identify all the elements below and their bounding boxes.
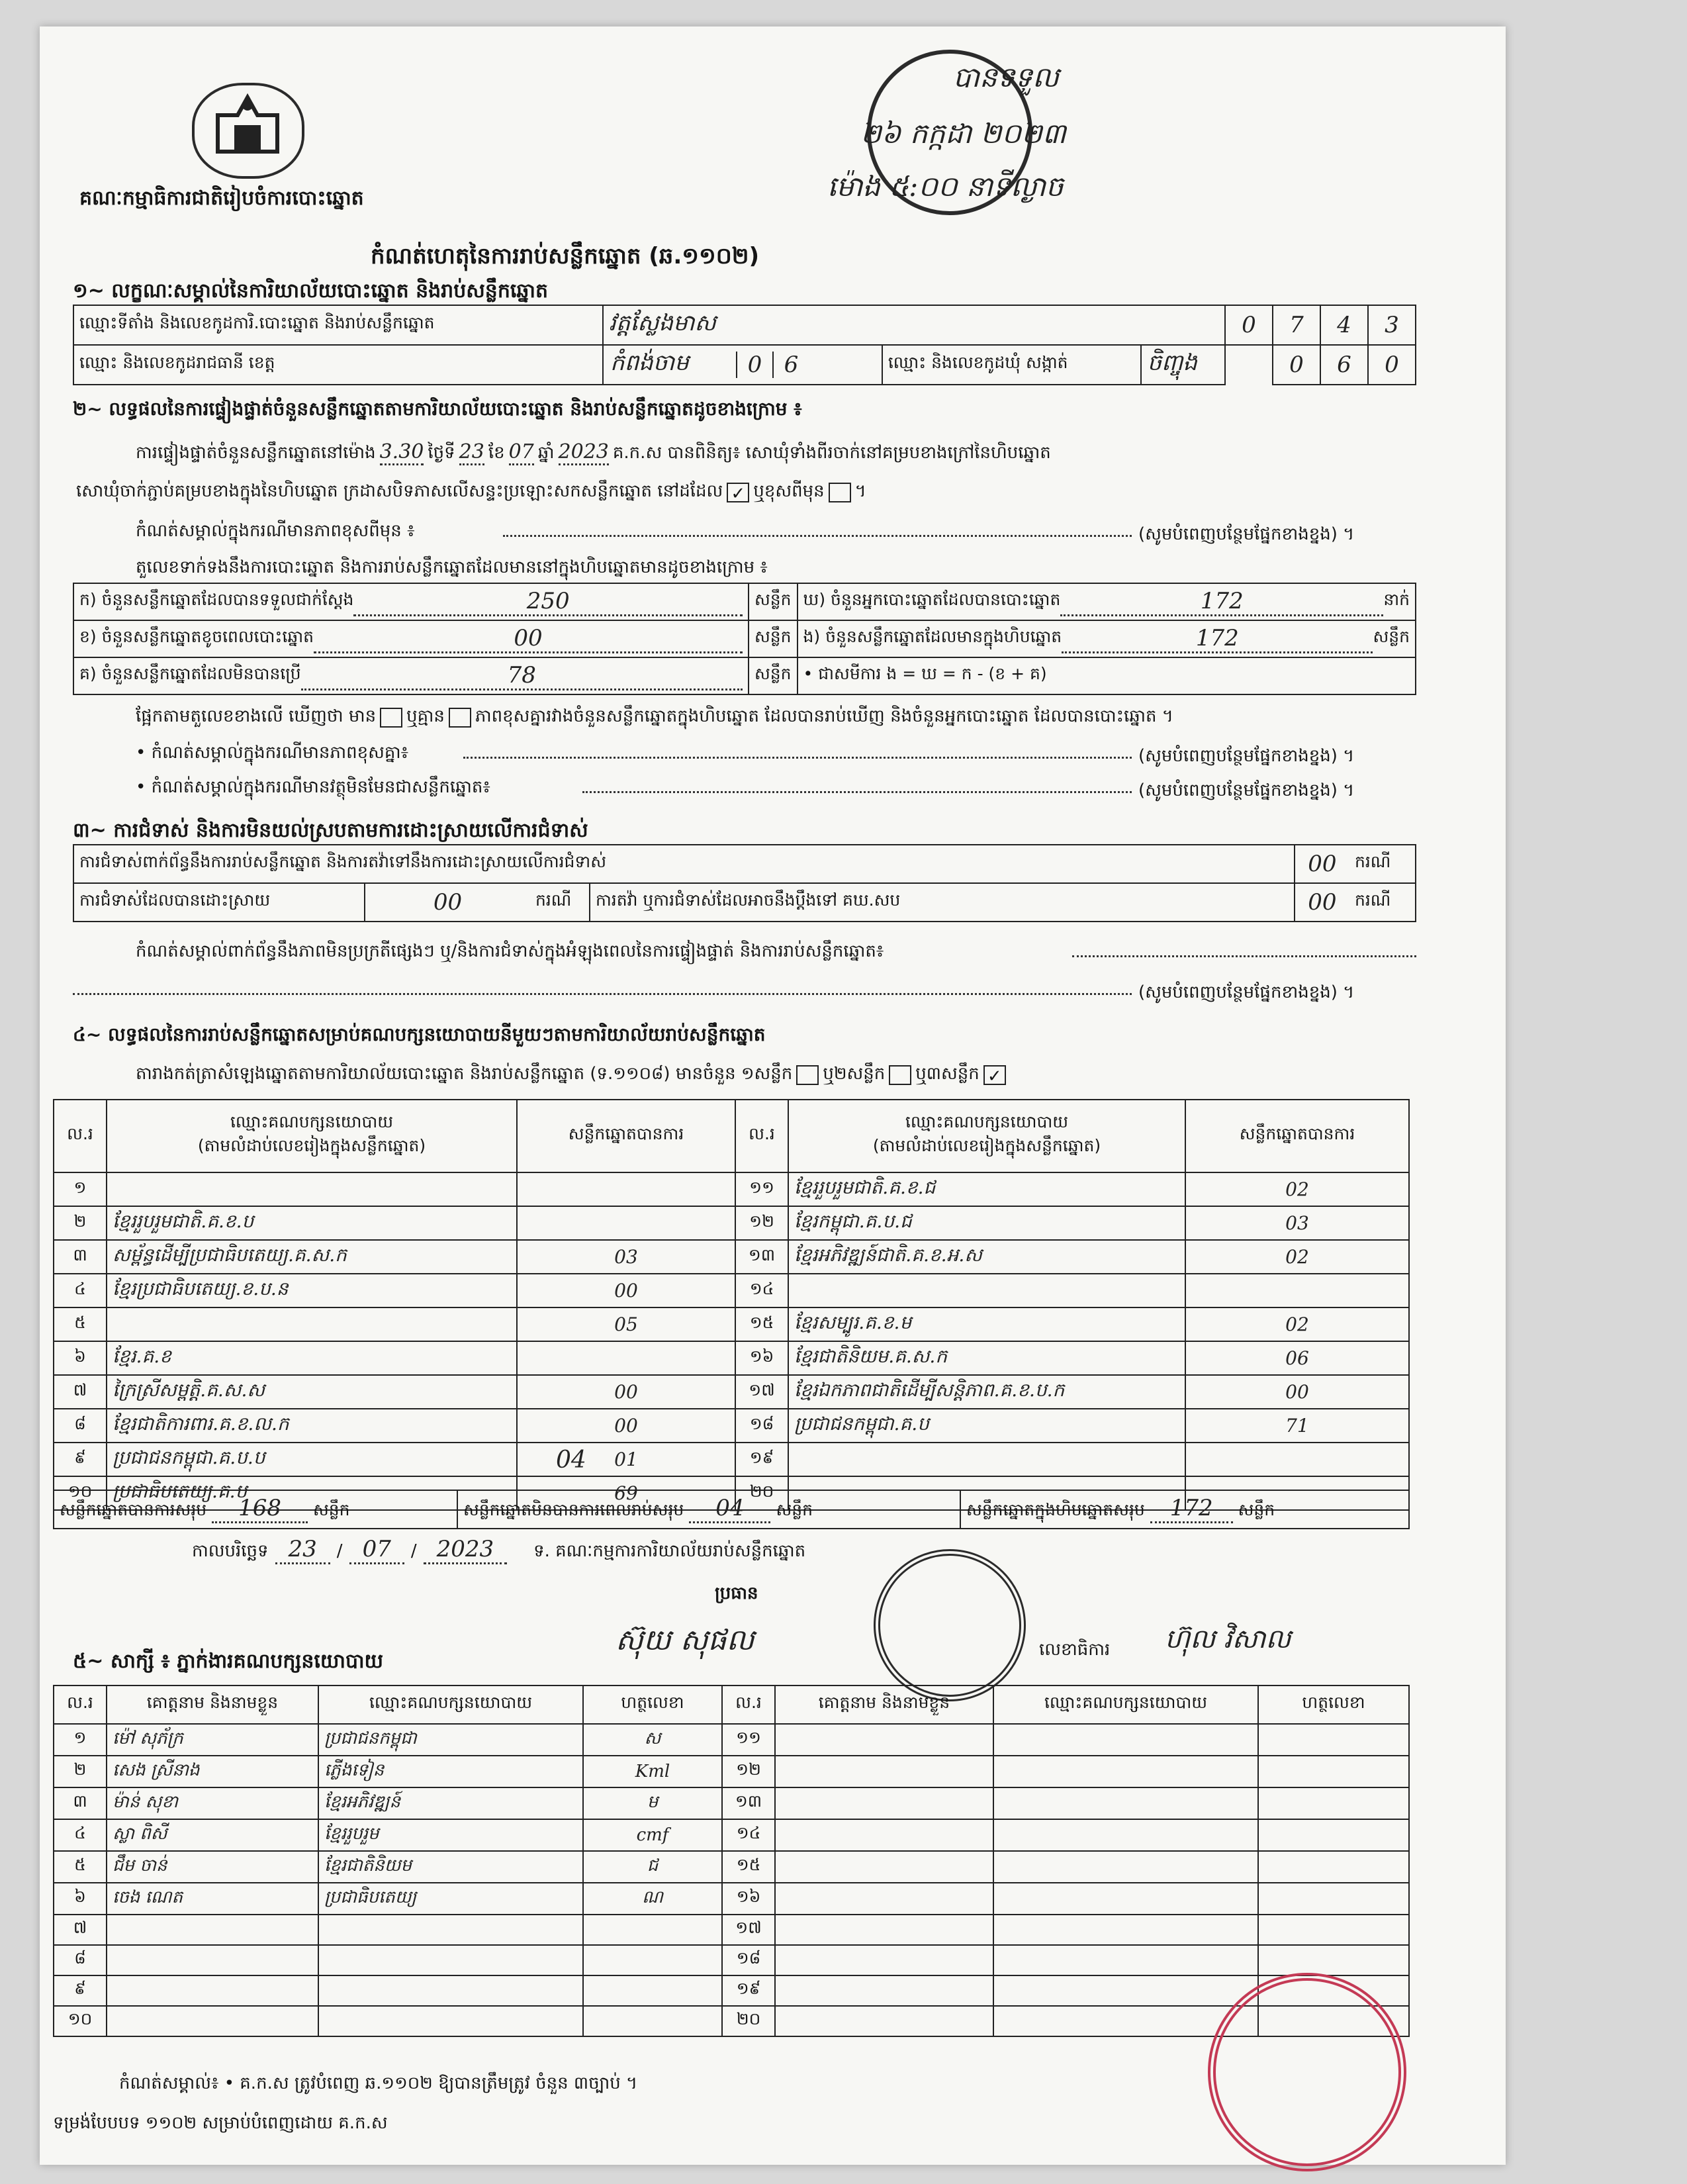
witness-sign bbox=[1258, 1787, 1409, 1819]
result-votes: 02 bbox=[1185, 1172, 1409, 1206]
count-table bbox=[73, 583, 1416, 695]
witness-party: ខ្មែរអភិវឌ្ឍន៍ bbox=[318, 1787, 583, 1819]
verify-year: 2023 bbox=[559, 440, 609, 465]
objection-value: 00 bbox=[1295, 845, 1349, 883]
commune-code-3: 0 bbox=[1368, 345, 1416, 385]
result-party bbox=[107, 1172, 517, 1206]
date-month: 07 bbox=[349, 1536, 404, 1564]
col-no-left: ល.រ bbox=[54, 1100, 107, 1172]
witness-no: ១៥ bbox=[722, 1851, 775, 1883]
result-votes: 02 bbox=[1185, 1240, 1409, 1274]
received-ballots-unit: សន្លឹក bbox=[749, 583, 798, 620]
w-col-party-left: ឈ្មោះគណបក្សនយោបាយ bbox=[318, 1685, 583, 1724]
province-code-1: 0 bbox=[736, 352, 772, 378]
witness-name: ម៉ាន់ សុខា bbox=[107, 1787, 318, 1819]
left-extra-vote: 04 bbox=[556, 1447, 586, 1474]
col-no-right: ល.រ bbox=[735, 1100, 788, 1172]
witness-no: ១៧ bbox=[722, 1915, 775, 1945]
note-diff-line bbox=[503, 535, 1132, 537]
witness-name bbox=[775, 1756, 993, 1787]
one-sheet-checkbox[interactable] bbox=[796, 1065, 819, 1085]
voters-label: ឃ) ចំនួនអ្នកបោះឆ្នោតដែលបានបោះឆ្នោត bbox=[803, 590, 1061, 609]
witness-party: ខ្មែររួបរួម bbox=[318, 1819, 583, 1851]
witness-sign bbox=[583, 1975, 722, 2006]
w-col-no-right: ល.រ bbox=[722, 1685, 775, 1724]
results-table bbox=[53, 1099, 1410, 1511]
received-ballots-label: ក) ចំនួនសន្លឹកឆ្នោតដែលបានទទួលជាក់ស្តែង bbox=[79, 590, 354, 609]
note-diff3: • កំណត់សម្គាល់ក្នុងករណីមានវត្ថុមិនមែនជាសន្លឹកឆ្នោត៖ bbox=[136, 777, 490, 797]
witness-no: ១១ bbox=[722, 1724, 775, 1756]
result-party: ខ្មែររួបរួមជាតិ.គ.ខ.ប bbox=[107, 1206, 517, 1240]
col-votes-left: សន្លឹកឆ្នោតបានការ bbox=[517, 1100, 735, 1172]
result-votes: 00 bbox=[517, 1409, 735, 1443]
result-no: ១១ bbox=[735, 1172, 788, 1206]
results-row bbox=[54, 1240, 1409, 1274]
received-stamp-label: បានទទួល bbox=[953, 61, 1059, 93]
received-stamp-date: ២៦ កក្កដា ២០២៣ bbox=[860, 117, 1066, 150]
received-ballots-value: 250 bbox=[353, 588, 743, 616]
witness-sign bbox=[1258, 1945, 1409, 1975]
results-row bbox=[54, 1172, 1409, 1206]
result-votes: 03 bbox=[517, 1240, 735, 1274]
result-votes bbox=[1185, 1274, 1409, 1307]
result-no: ៣ bbox=[54, 1240, 107, 1274]
witness-no: ១៩ bbox=[722, 1975, 775, 2006]
witness-no: ៩ bbox=[54, 1975, 107, 2006]
station-value: វត្តស្លែងមាស bbox=[603, 305, 1225, 345]
witness-name bbox=[775, 1883, 993, 1915]
w-col-no-left: ល.រ bbox=[54, 1685, 107, 1724]
result-party: ខ្មែរឯកភាពជាតិដើម្បីសន្តិភាព.គ.ខ.ប.ក bbox=[788, 1375, 1185, 1409]
witness-no: ១៤ bbox=[722, 1819, 775, 1851]
note-diff2: • កំណត់សម្គាល់ក្នុងករណីមានភាពខុសគ្នា៖ bbox=[136, 743, 409, 763]
witness-name bbox=[775, 2006, 993, 2036]
w-col-party-right: ឈ្មោះគណបក្សនយោបាយ bbox=[993, 1685, 1258, 1724]
totals-table: សន្លឹកឆ្នោតបានការសរុប 168 សន្លឹក សន្លឹកឆ្នោតមិនបានការពេលរាប់សរុប 04 សន្លឹក សន្លឹកឆ្នោតក្នុងហិបឆ្នោតសរុប 172 សន្លឹក bbox=[53, 1490, 1410, 1529]
appeal-unit: ករណី bbox=[1349, 883, 1416, 922]
witness-row bbox=[54, 1724, 1409, 1756]
section3-note: កំណត់សម្គាល់ពាក់ព័ន្ធនឹងភាពមិនប្រក្រតីផ្សេងៗ ឬ/និងការជំទាស់ក្នុងអំឡុងពេលនៃការផ្ទៀងផ្ទាត់ និងការរាប់សន្លឹកឆ្នោត៖ bbox=[136, 941, 884, 961]
note-diff-fill-more: (សូមបំពេញបន្ថែមផ្នែកខាងខ្នង) ។ bbox=[1138, 524, 1355, 544]
results-row bbox=[54, 1443, 1409, 1476]
note-diff3-fill-more: (សូមបំពេញបន្ថែមផ្នែកខាងខ្នង) ។ bbox=[1138, 781, 1355, 800]
result-votes bbox=[1185, 1443, 1409, 1476]
witness-row bbox=[54, 1787, 1409, 1819]
province-code-2: 6 bbox=[772, 352, 809, 378]
result-party: សម្ព័ន្ធដើម្បីប្រជាធិបតេយ្យ.គ.ស.ក bbox=[107, 1240, 517, 1274]
result-no: ២ bbox=[54, 1206, 107, 1240]
commune-value: ចិញ្ចុង bbox=[1141, 345, 1225, 385]
red-seal bbox=[1208, 1973, 1406, 2171]
witness-sign bbox=[583, 1945, 722, 1975]
footer-note: កំណត់សម្គាល់៖ • គ.ក.ស ត្រូវបំពេញ ឆ.១១០២ ឱ្យបានត្រឹមត្រូវ ចំនួន ៣ច្បាប់ ។ bbox=[119, 2073, 638, 2093]
witness-no: ១៣ bbox=[722, 1787, 775, 1819]
results-row bbox=[54, 1307, 1409, 1341]
result-party: ប្រជាជនកម្ពុជា.គ.ប.ប bbox=[107, 1443, 517, 1476]
has-diff-checkbox[interactable] bbox=[380, 708, 402, 728]
verify-line1: ការផ្ទៀងផ្ទាត់ចំនួនសន្លឹកឆ្នោតនៅម៉ោង 3.30 ថ្ងៃទី 23 ខែ 07 ឆ្នាំ 2023 គ.ក.ស បានពិនិត្យ៖ សោឃុំទាំងពីរចាក់នៅគម្របខាងក្រៅនៃហិបឆ្នោត bbox=[136, 440, 1051, 467]
witness-party bbox=[993, 1975, 1258, 2006]
witness-party: ប្រជាជនកម្ពុជា bbox=[318, 1724, 583, 1756]
note-diff: កំណត់សម្គាល់ក្នុងករណីមានភាពខុសពីមុន ៖ bbox=[136, 521, 415, 541]
total-box-label: សន្លឹកឆ្នោតក្នុងហិបឆ្នោតសរុប bbox=[966, 1500, 1145, 1519]
result-no: ១៤ bbox=[735, 1274, 788, 1307]
result-no: ៩ bbox=[54, 1443, 107, 1476]
witness-row bbox=[54, 1975, 1409, 2006]
page-title: កំណត់ហេតុនៃការរាប់សន្លឹកឆ្នោត (ឆ.១១០២) bbox=[371, 243, 760, 269]
witness-party: ភ្លើងទៀន bbox=[318, 1756, 583, 1787]
total-valid-label: សន្លឹកឆ្នោតបានការសរុប bbox=[60, 1500, 207, 1519]
col-party-right: ឈ្មោះគណបក្សនយោបាយ (តាមលំដាប់លេខរៀងក្នុងសន្លឹកឆ្នោត) bbox=[788, 1100, 1185, 1172]
spoiled-ballots-value: 00 bbox=[314, 625, 743, 653]
witness-party bbox=[318, 1945, 583, 1975]
witness-no: ១៦ bbox=[722, 1883, 775, 1915]
result-no: ១៦ bbox=[735, 1341, 788, 1375]
resolved-value: 00 bbox=[365, 883, 530, 922]
witness-name bbox=[775, 1945, 993, 1975]
result-party: ខ្មែរសម្បូរ.គ.ខ.ម bbox=[788, 1307, 1185, 1341]
note-diff2-fill-more: (សូមបំពេញបន្ថែមផ្នែកខាងខ្នង) ។ bbox=[1138, 746, 1355, 766]
result-votes: 01 bbox=[517, 1443, 735, 1476]
result-votes bbox=[517, 1341, 735, 1375]
result-no: ១៣ bbox=[735, 1240, 788, 1274]
witness-party bbox=[993, 1851, 1258, 1883]
compare-line: ផ្អែកតាមតួលេខខាងលើ ឃើញថា មាន ឬគ្មាន ភាពខុសគ្នារវាងចំនួនសន្លឹកឆ្នោតក្នុងហិបឆ្នោត ដែលបានរាប់ឃើញ និងចំនួនអ្នកបោះឆ្នោត ដែលបានបោះឆ្នោត ។ bbox=[136, 706, 1173, 726]
result-votes: 03 bbox=[1185, 1206, 1409, 1240]
result-party: ក្រៃស្រីសម្ពត្តិ.គ.ស.ស bbox=[107, 1375, 517, 1409]
witness-party bbox=[318, 1915, 583, 1945]
verify-line2: សោឃុំចាក់ភ្ជាប់គម្របខាងក្នុងនៃហិបឆ្នោត ក្រដាសបិទភាសលើសន្ទះប្រឡោះសកសន្លឹកឆ្នោត នៅដដែល ✓ ឬខុសពីមុន ។ bbox=[76, 481, 866, 504]
committee-label: ទ. គណៈកម្មការការិយាល័យរាប់សន្លឹកឆ្នោត bbox=[533, 1541, 806, 1561]
org-name: គណៈកម្មាធិការជាតិរៀបចំការបោះឆ្នោត bbox=[79, 187, 364, 210]
witness-no: ៥ bbox=[54, 1851, 107, 1883]
witness-no: ២០ bbox=[722, 2006, 775, 2036]
two-sheet-checkbox[interactable] bbox=[889, 1065, 911, 1085]
objection-unit: ករណី bbox=[1349, 845, 1416, 883]
results-row bbox=[54, 1206, 1409, 1240]
witness-sign bbox=[1258, 1883, 1409, 1915]
section4-title: ៤~ លទ្ធផលនៃការរាប់សន្លឹកឆ្នោតសម្រាប់គណបក្សនយោបាយនីមួយៗតាមការិយាល័យរាប់សន្លឹកឆ្នោត bbox=[73, 1023, 766, 1045]
three-sheet-checkbox[interactable]: ✓ bbox=[983, 1065, 1006, 1085]
result-votes: 00 bbox=[517, 1274, 735, 1307]
nec-logo bbox=[192, 83, 304, 179]
result-no: ២០ bbox=[735, 1476, 788, 1510]
w-col-sign-right: ហត្ថលេខា bbox=[1258, 1685, 1409, 1724]
witness-no: ៧ bbox=[54, 1915, 107, 1945]
result-party: ខ្មែរអភិវឌ្ឍន៍ជាតិ.គ.ខ.អ.ស bbox=[788, 1240, 1185, 1274]
result-party: ខ្មែររួបរួមជាតិ.គ.ខ.ជ bbox=[788, 1172, 1185, 1206]
witness-name bbox=[107, 1975, 318, 2006]
witness-row bbox=[54, 1883, 1409, 1915]
witness-no: ៤ bbox=[54, 1819, 107, 1851]
result-no: ៤ bbox=[54, 1274, 107, 1307]
witness-row bbox=[54, 1756, 1409, 1787]
result-party: ខ្មែរកម្ពុជា.គ.ប.ជ bbox=[788, 1206, 1185, 1240]
result-no: ៥ bbox=[54, 1307, 107, 1341]
witness-name bbox=[775, 1787, 993, 1819]
chair-label: ប្រធាន bbox=[715, 1584, 758, 1603]
witness-name: ជឹម ចាន់ bbox=[107, 1851, 318, 1883]
result-no: ៨ bbox=[54, 1409, 107, 1443]
received-stamp-time: ម៉ោង ៥:០០ នាទីល្ងាច bbox=[827, 170, 1064, 203]
station-code-4: 3 bbox=[1368, 305, 1416, 345]
appeal-label: ការតវ៉ា ឬការជំទាស់ដែលអាចនឹងប្តឹងទៅ គឃ.សប bbox=[590, 883, 1295, 922]
resolved-label: ការជំទាស់ដែលបានដោះស្រាយ bbox=[73, 883, 365, 922]
commune-code-1: 0 bbox=[1273, 345, 1320, 385]
witness-no: ១០ bbox=[54, 2006, 107, 2036]
result-votes: 00 bbox=[517, 1375, 735, 1409]
witness-sign bbox=[1258, 1819, 1409, 1851]
total-valid-value: 168 bbox=[212, 1495, 308, 1523]
witness-sign: ស bbox=[583, 1724, 722, 1756]
result-party: ខ្មែរជាតិការពារ.គ.ខ.ល.ក bbox=[107, 1409, 517, 1443]
witness-no: ២ bbox=[54, 1756, 107, 1787]
result-no: ១៧ bbox=[735, 1375, 788, 1409]
witness-name: ស្លា ពិសី bbox=[107, 1819, 318, 1851]
witness-party bbox=[993, 1724, 1258, 1756]
witness-party bbox=[318, 2006, 583, 2036]
total-invalid-value: 04 bbox=[689, 1495, 770, 1523]
province-label: ឈ្មោះ និងលេខកូដរាជធានី ខេត្ត bbox=[73, 345, 603, 385]
witness-sign: ជ bbox=[583, 1851, 722, 1883]
witness-sign bbox=[1258, 1851, 1409, 1883]
witness-row bbox=[54, 1851, 1409, 1883]
w-col-sign-left: ហត្ថលេខា bbox=[583, 1685, 722, 1724]
spoiled-ballots-unit: សន្លឹក bbox=[749, 620, 798, 657]
date-year: 2023 bbox=[424, 1536, 508, 1564]
section3-title: ៣~ ការជំទាស់ និងការមិនយល់ស្របតាមការដោះស្រាយលើការជំទាស់ bbox=[73, 819, 588, 842]
witness-party bbox=[993, 1787, 1258, 1819]
official-seal bbox=[874, 1549, 1026, 1701]
witness-sign bbox=[1258, 1756, 1409, 1787]
verify-month: 07 bbox=[509, 440, 534, 465]
resolved-unit: ករណី bbox=[530, 883, 590, 922]
different-checkbox[interactable] bbox=[829, 483, 851, 502]
result-votes: 05 bbox=[517, 1307, 735, 1341]
result-no: ១៥ bbox=[735, 1307, 788, 1341]
station-table bbox=[73, 305, 1416, 385]
witness-name bbox=[107, 1945, 318, 1975]
result-party: ប្រជាធិបតេយ្យ.គ.ប bbox=[107, 1476, 517, 1510]
witness-table bbox=[53, 1685, 1410, 2037]
witness-sign: cmf bbox=[583, 1819, 722, 1851]
voters-unit: នាក់ bbox=[1383, 590, 1410, 609]
chair-signature: ស៊ុយ សុផល bbox=[616, 1623, 754, 1657]
count-intro: តួលេខទាក់ទងនឹងការបោះឆ្នោត និងការរាប់សន្លឹកឆ្នោតដែលមាននៅក្នុងហិបឆ្នោតមានដូចខាងក្រោម ៖ bbox=[136, 557, 768, 577]
result-party bbox=[788, 1274, 1185, 1307]
witness-no: ១ bbox=[54, 1724, 107, 1756]
witness-row bbox=[54, 2006, 1409, 2036]
witness-name bbox=[775, 1724, 993, 1756]
witness-name bbox=[107, 1915, 318, 1945]
witness-no: ៣ bbox=[54, 1787, 107, 1819]
witness-no: ១២ bbox=[722, 1756, 775, 1787]
witness-name bbox=[775, 1975, 993, 2006]
section5-title: ៥~ សាក្សី ៖ ភ្នាក់ងារគណបក្សនយោបាយ bbox=[73, 1650, 384, 1673]
result-no: ៦ bbox=[54, 1341, 107, 1375]
commune-label: ឈ្មោះ និងលេខកូដឃុំ សង្កាត់ bbox=[882, 345, 1142, 385]
result-votes: 00 bbox=[1185, 1375, 1409, 1409]
witness-no: ៦ bbox=[54, 1883, 107, 1915]
objection-table bbox=[73, 844, 1416, 922]
witness-name bbox=[775, 1851, 993, 1883]
witness-no: ១៨ bbox=[722, 1945, 775, 1975]
form-reference: ទម្រង់បែបបទ ១១០២ សម្រាប់បំពេញដោយ គ.ក.ស bbox=[53, 2113, 388, 2133]
unused-ballots-value: 78 bbox=[301, 662, 743, 690]
witness-name bbox=[775, 1915, 993, 1945]
witness-party: ខ្មែរជាតិនិយម bbox=[318, 1851, 583, 1883]
witness-sign bbox=[583, 2006, 722, 2036]
witness-party bbox=[993, 1756, 1258, 1787]
secretary-label: លេខាធិការ bbox=[1039, 1640, 1111, 1660]
commune-code-2: 6 bbox=[1320, 345, 1368, 385]
box-ballots-value: 172 bbox=[1062, 625, 1373, 653]
equation-label: • ជាសមីការ ង = ឃ = ក - (ខ + គ) bbox=[798, 657, 1416, 694]
unused-ballots-unit: សន្លឹក bbox=[749, 657, 798, 694]
col-votes-right: សន្លឹកឆ្នោតបានការ bbox=[1185, 1100, 1409, 1172]
col-party-left: ឈ្មោះគណបក្សនយោបាយ (តាមលំដាប់លេខរៀងក្នុងសន្លឹកឆ្នោត) bbox=[107, 1100, 517, 1172]
results-row bbox=[54, 1274, 1409, 1307]
section4-intro: តារាងកត់ត្រាសំឡេងឆ្នោតតាមការិយាល័យបោះឆ្នោត និងរាប់សន្លឹកឆ្នោត (ទ.១១០៨) មានចំនួន ១សន្លឹក ឬ២សន្លឹក ឬ៣សន្លឹក ✓ bbox=[136, 1063, 1010, 1088]
unused-ballots-label: គ) ចំនួនសន្លឹកឆ្នោតដែលមិនបានប្រើ bbox=[79, 664, 301, 683]
results-row bbox=[54, 1341, 1409, 1375]
results-row bbox=[54, 1375, 1409, 1409]
result-votes: 02 bbox=[1185, 1307, 1409, 1341]
w-col-name-left: គោត្តនាម និងនាមខ្លួន bbox=[107, 1685, 318, 1724]
result-party: ខ្មែរ.គ.ខ bbox=[107, 1341, 517, 1375]
appeal-value: 00 bbox=[1295, 883, 1349, 922]
witness-no: ៨ bbox=[54, 1945, 107, 1975]
result-party: ប្រជាជនកម្ពុជា.គ.ប bbox=[788, 1409, 1185, 1443]
witness-party bbox=[993, 1915, 1258, 1945]
w-col-name-right: គោត្តនាម និងនាមខ្លួន bbox=[775, 1685, 993, 1724]
result-votes: 71 bbox=[1185, 1409, 1409, 1443]
station-code-3: 4 bbox=[1320, 305, 1368, 345]
result-votes bbox=[517, 1206, 735, 1240]
section3-fill-more: (សូមបំពេញបន្ថែមផ្នែកខាងខ្នង) ។ bbox=[1138, 982, 1355, 1002]
witness-row bbox=[54, 1819, 1409, 1851]
witness-party: ប្រជាធិបតេយ្យ bbox=[318, 1883, 583, 1915]
witness-row bbox=[54, 1945, 1409, 1975]
box-ballots-label: ង) ចំនួនសន្លឹកឆ្នោតដែលមានក្នុងហិបឆ្នោត bbox=[803, 627, 1062, 646]
witness-sign: Kml bbox=[583, 1756, 722, 1787]
total-box-value: 172 bbox=[1150, 1495, 1233, 1523]
witness-party bbox=[993, 1819, 1258, 1851]
witness-sign bbox=[1258, 1724, 1409, 1756]
result-no: ១៨ bbox=[735, 1409, 788, 1443]
result-no: ១ bbox=[54, 1172, 107, 1206]
witness-party bbox=[318, 1975, 583, 2006]
date-line: កាលបរិច្ឆេទ 23 / 07 / 2023 ទ. គណៈកម្មការការិយាល័យរាប់សន្លឹកឆ្នោត bbox=[192, 1536, 805, 1565]
voters-value: 172 bbox=[1060, 588, 1383, 616]
result-party bbox=[788, 1443, 1185, 1476]
result-party: ខ្មែរប្រជាធិបតេយ្យ.ខ.ប.ន bbox=[107, 1274, 517, 1307]
station-code-1: 0 bbox=[1225, 305, 1273, 345]
witness-name bbox=[775, 1819, 993, 1851]
objection-label: ការជំទាស់ពាក់ព័ន្ធនឹងការរាប់សន្លឹកឆ្នោត និងការតវ៉ាទៅនឹងការដោះស្រាយលើការជំទាស់ bbox=[73, 845, 1295, 883]
box-ballots-unit: សន្លឹក bbox=[1373, 627, 1410, 646]
date-day: 23 bbox=[275, 1536, 330, 1564]
result-no: ១៩ bbox=[735, 1443, 788, 1476]
witness-name: ម៉ៅ សុភ័ក្រ bbox=[107, 1724, 318, 1756]
province-value: កំពង់ចាម bbox=[610, 350, 689, 376]
section2-title: ២~ លទ្ធផលនៃការផ្ទៀងផ្ទាត់ចំនួនសន្លឹកឆ្នោតតាមការិយាល័យបោះឆ្នោត និងរាប់សន្លឹកឆ្នោតដូចខាងក្រោម ៖ bbox=[73, 398, 802, 420]
witness-name: ចេង ណេត bbox=[107, 1883, 318, 1915]
witness-party bbox=[993, 1945, 1258, 1975]
result-party bbox=[107, 1307, 517, 1341]
witness-sign bbox=[1258, 1915, 1409, 1945]
no-diff-checkbox[interactable] bbox=[449, 708, 471, 728]
station-label: ឈ្មោះទីតាំង និងលេខកូដការិ.បោះឆ្នោត និងរាប់សន្លឹកឆ្នោត bbox=[73, 305, 603, 345]
result-party: ខ្មែរជាតិនិយម.គ.ស.ក bbox=[788, 1341, 1185, 1375]
witness-row bbox=[54, 1915, 1409, 1945]
witness-name bbox=[107, 2006, 318, 2036]
same-checkbox[interactable]: ✓ bbox=[727, 483, 749, 502]
result-votes: 06 bbox=[1185, 1341, 1409, 1375]
witness-sign: ម bbox=[583, 1787, 722, 1819]
witness-sign bbox=[583, 1915, 722, 1945]
result-no: ១០ bbox=[54, 1476, 107, 1510]
results-row bbox=[54, 1409, 1409, 1443]
secretary-signature: ហ៊ុល វិសាល bbox=[1165, 1624, 1291, 1654]
result-votes bbox=[517, 1172, 735, 1206]
verify-time: 3.30 bbox=[380, 440, 424, 465]
result-no: ១២ bbox=[735, 1206, 788, 1240]
station-code-2: 7 bbox=[1273, 305, 1320, 345]
total-invalid-label: សន្លឹកឆ្នោតមិនបានការពេលរាប់សរុប bbox=[463, 1500, 684, 1519]
witness-party bbox=[993, 1883, 1258, 1915]
witness-name: សេង ស្រីនាង bbox=[107, 1756, 318, 1787]
result-votes: 69 bbox=[517, 1476, 735, 1510]
witness-sign: ណ bbox=[583, 1883, 722, 1915]
spoiled-ballots-label: ខ) ចំនួនសន្លឹកឆ្នោតខូចពេលបោះឆ្នោត bbox=[79, 627, 314, 646]
result-no: ៧ bbox=[54, 1375, 107, 1409]
section1-title: ១~ លក្ខណៈសម្គាល់នៃការិយាល័យបោះឆ្នោត និងរាប់សន្លឹកឆ្នោត bbox=[73, 279, 549, 303]
verify-day: 23 bbox=[459, 440, 484, 465]
temple-emblem-icon bbox=[195, 85, 300, 175]
